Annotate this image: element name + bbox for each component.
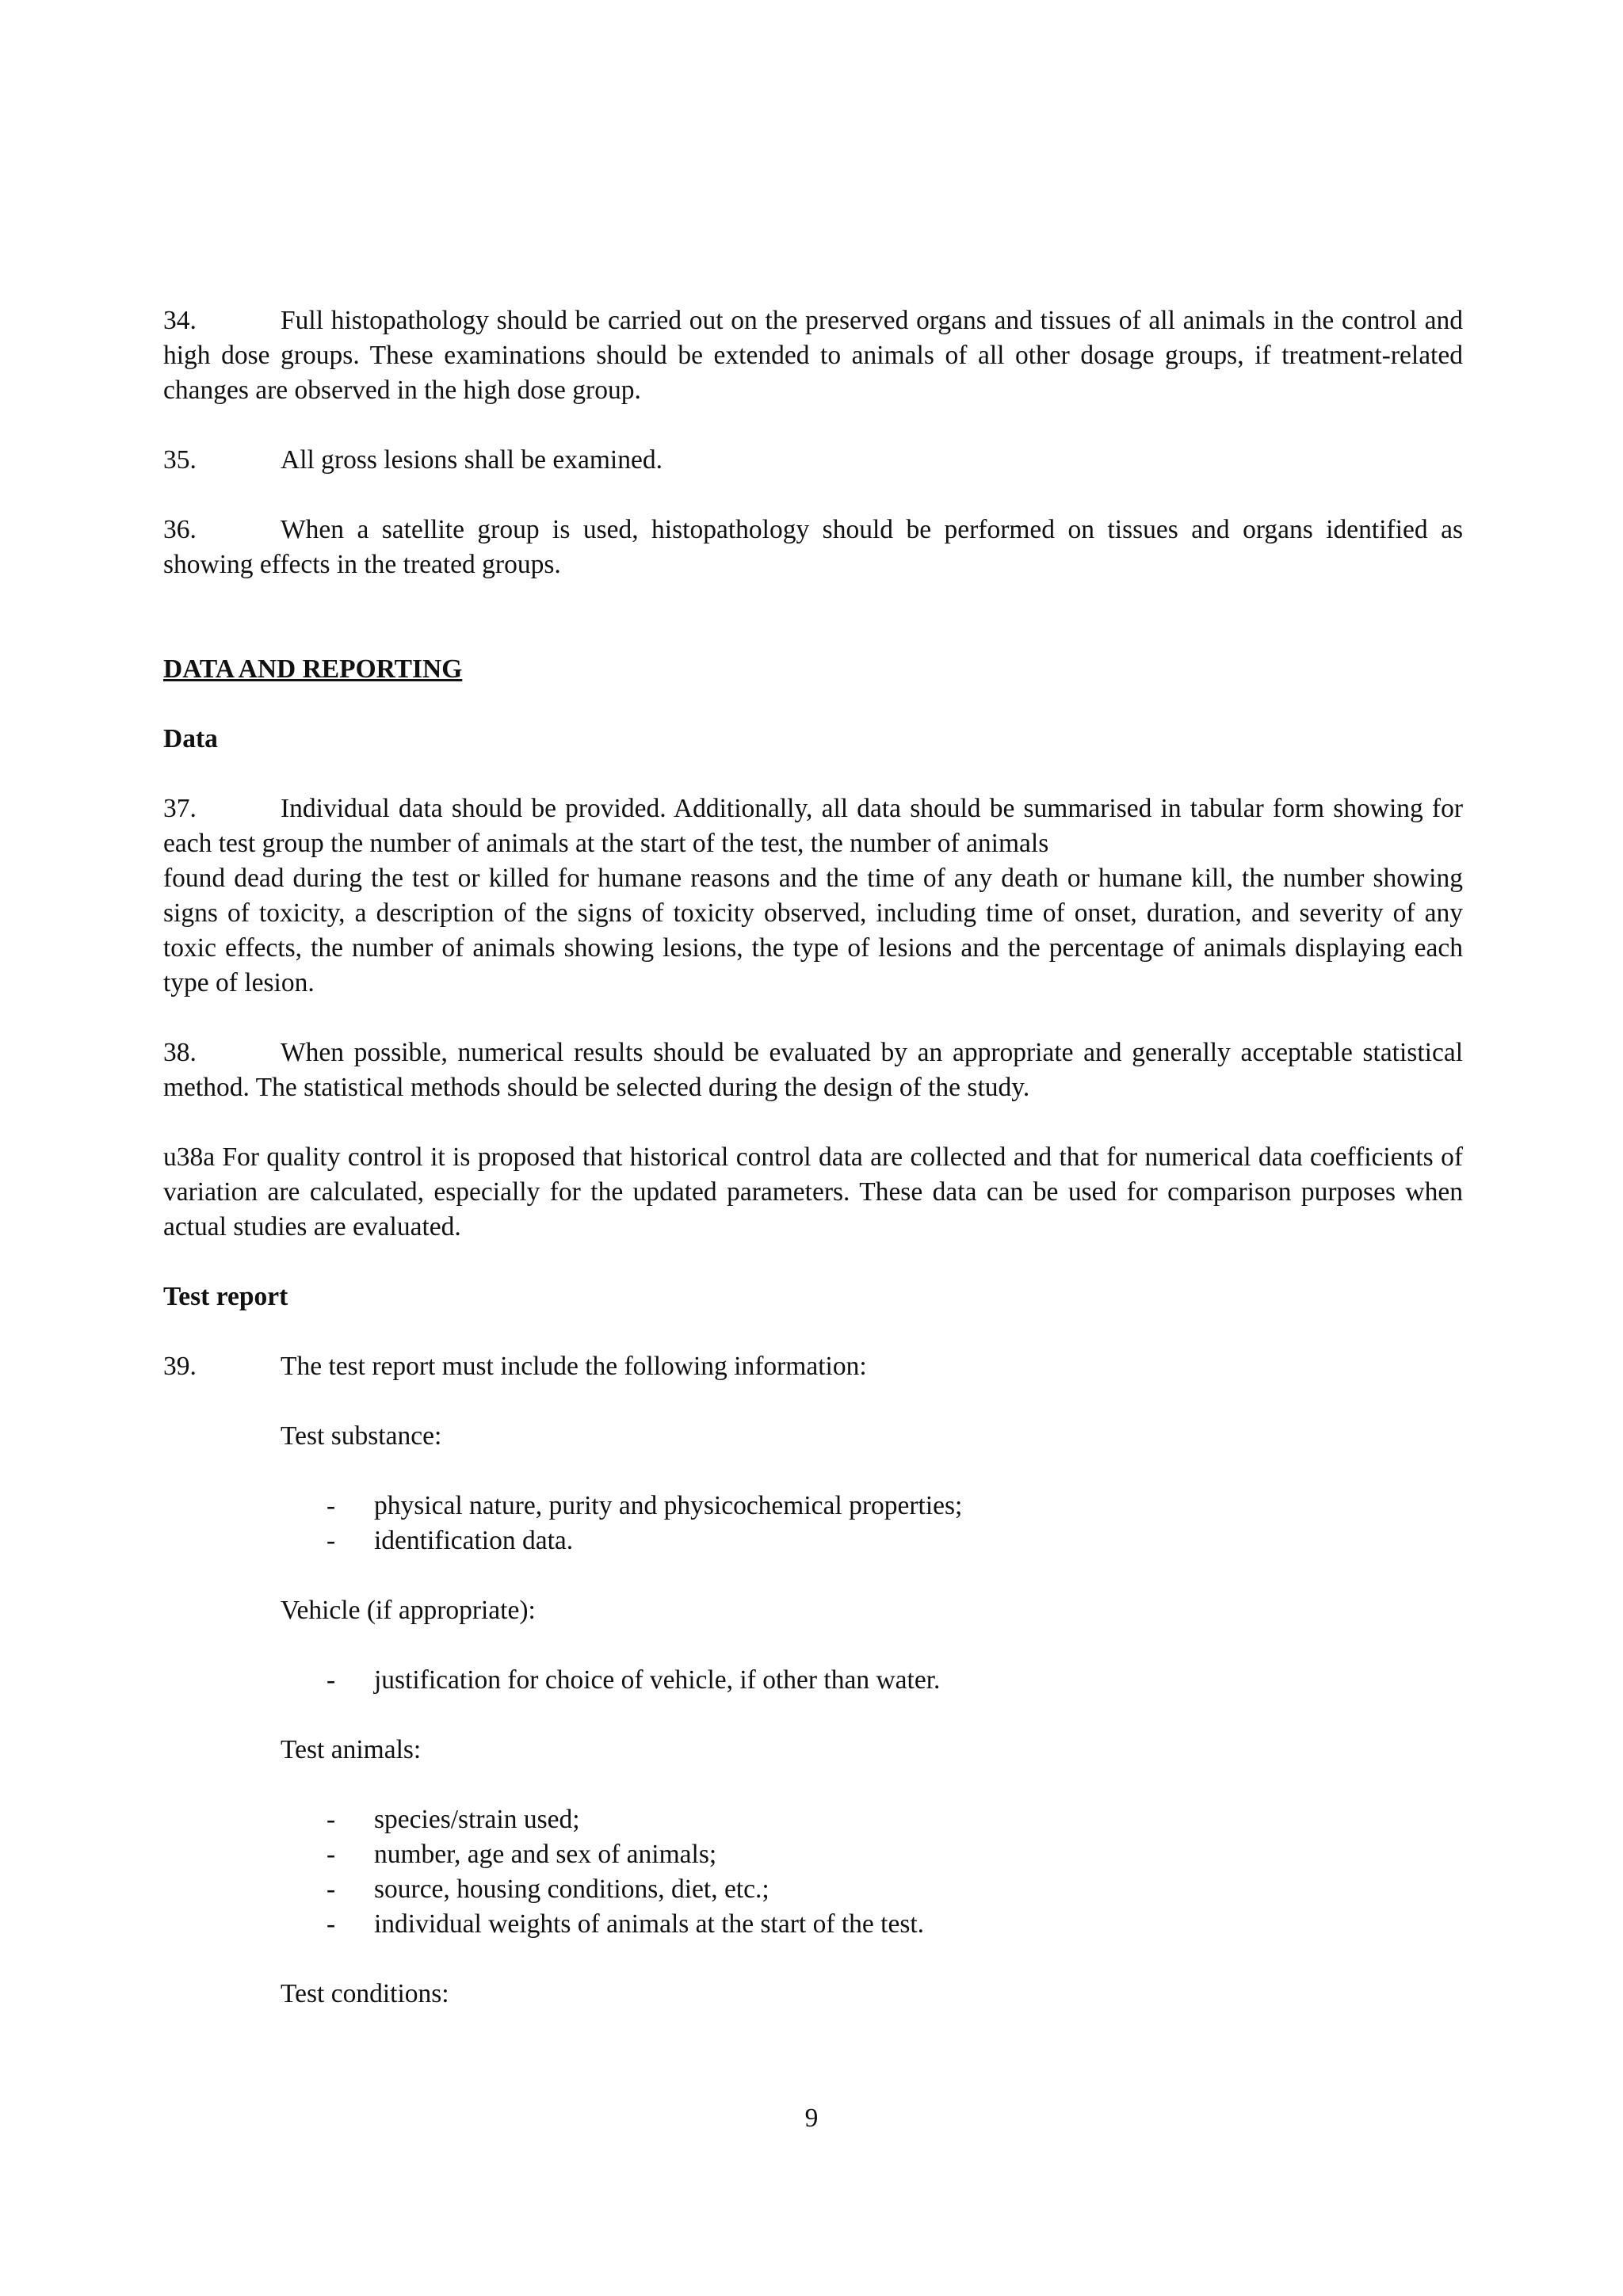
paragraph-39: [163, 1349, 1463, 1384]
list-item: [327, 1802, 1463, 1837]
list-item: [327, 1907, 1463, 1942]
paragraph-36: [163, 513, 1463, 582]
paragraph-number: 39.: [163, 1352, 197, 1381]
paragraph-number: 38.: [163, 1038, 197, 1067]
dash-bullet: -: [327, 1665, 336, 1695]
bullet-list-test-substance: [163, 1489, 1463, 1558]
list-item-text: individual weights of animals at the start of the test.: [374, 1909, 925, 1939]
paragraph-37-continued: found dead during the test or killed for humane reasons and the time of any death or humane kill, the number showing signs of toxicity, a description of the signs of toxicity observed, including time of onset, duration, and severity of any toxic effects, the number of animals showing lesions, the type of lesions and the percentage of animals displaying each type of lesion.: [163, 864, 1463, 997]
list-item: [327, 1872, 1463, 1907]
paragraph-text: The test report must include the following information:: [281, 1352, 867, 1381]
report-label-test-animals: Test animals:: [281, 1735, 422, 1764]
paragraph-text: When possible, numerical results should be evaluated by an appropriate and generally acceptable statistical method. The statistical methods should be selected during the design of the study.: [163, 1038, 1463, 1102]
paragraph-37: [163, 791, 1463, 861]
paragraph-35: [163, 443, 1463, 478]
paragraph-text: Full histopathology should be carried out on the preserved organs and tissues of all animals in the control and high dose groups. These examinations should be extended to animals of all other dosage groups, if treatment-related changes are observed in the high dose group.: [163, 306, 1463, 405]
page-number: 9: [804, 2103, 819, 2133]
paragraph-number: 37.: [163, 794, 197, 823]
report-label-test-conditions: Test conditions:: [281, 1979, 449, 2008]
paragraph-text: All gross lesions shall be examined.: [281, 445, 663, 475]
dash-bullet: -: [327, 1526, 336, 1555]
dash-bullet: -: [327, 1840, 336, 1869]
report-label-vehicle: Vehicle (if appropriate):: [281, 1596, 536, 1625]
dash-bullet: -: [327, 1805, 336, 1834]
list-item: [327, 1837, 1463, 1872]
list-item: [327, 1524, 1463, 1558]
bullet-list-vehicle: [163, 1663, 1463, 1698]
list-item-text: number, age and sex of animals;: [374, 1840, 717, 1869]
paragraph-38: [163, 1035, 1463, 1105]
list-item-text: species/strain used;: [374, 1805, 580, 1834]
list-item: [327, 1489, 1463, 1524]
subheading-data: Data: [163, 724, 218, 753]
section-heading: DATA AND REPORTING: [163, 654, 463, 684]
dash-bullet: -: [327, 1491, 336, 1520]
dash-bullet: -: [327, 1909, 336, 1939]
paragraph-38a: u38a For quality control it is proposed that historical control data are collected and that for numerical data coefficients of variation are calculated, especially for the updated parameters. These data can be used for comparison purposes when actual studies are evaluated.: [163, 1142, 1463, 1241]
list-item-text: source, housing conditions, diet, etc.;: [374, 1875, 769, 1904]
bullet-list-test-animals: [163, 1802, 1463, 1942]
document-page: [163, 303, 1463, 2012]
subheading-test-report: Test report: [163, 1282, 288, 1311]
list-item-text: justification for choice of vehicle, if other than water.: [374, 1665, 941, 1695]
paragraph-text: When a satellite group is used, histopathology should be performed on tissues and organs identified as showing effects in the treated groups.: [163, 515, 1463, 579]
list-item-text: identification data.: [374, 1526, 574, 1555]
paragraph-number: 36.: [163, 515, 197, 544]
paragraph-number: 34.: [163, 306, 197, 335]
list-item: [327, 1663, 1463, 1698]
report-label-test-substance: Test substance:: [281, 1421, 442, 1451]
paragraph-34: [163, 303, 1463, 408]
paragraph-number: 35.: [163, 445, 197, 475]
dash-bullet: -: [327, 1875, 336, 1904]
list-item-text: physical nature, purity and physicochemical properties;: [374, 1491, 963, 1520]
paragraph-text-a: Individual data should be provided. Additionally, all data should be summarised in tabular form showing for each test group the number of animals at the start of the test, the number of animals: [163, 794, 1463, 858]
